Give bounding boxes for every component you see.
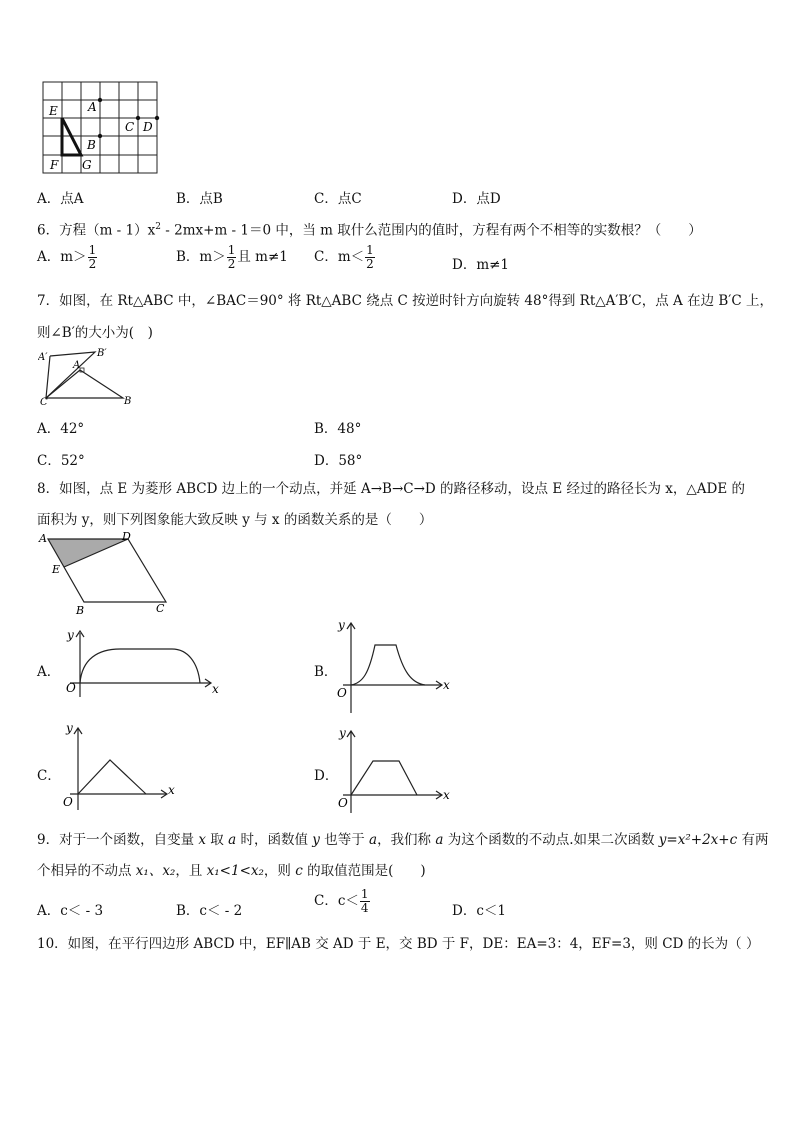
q6-option-a[interactable] xyxy=(37,244,98,271)
frac-den: 4 xyxy=(360,901,369,915)
label-c: C xyxy=(40,397,48,406)
text: 为这个函数的不动点.如果二次函数 xyxy=(443,832,659,848)
origin: O xyxy=(63,795,73,809)
inequality: x₁<1<x₂ xyxy=(206,863,264,879)
axis-y: y xyxy=(66,721,73,735)
label-b: B xyxy=(124,396,132,406)
quadratic-expression: y=x²+2x+c xyxy=(658,832,738,848)
label-f: F xyxy=(50,158,59,172)
label-a: A xyxy=(88,100,97,114)
axis-x: x xyxy=(443,788,450,802)
q7-figure xyxy=(38,346,138,406)
text: 时，函数值 xyxy=(236,832,313,848)
var-c: c xyxy=(295,863,303,879)
q6-opt-c-prefix: C．m＜ xyxy=(314,249,365,265)
text: 的取值范围是( ) xyxy=(302,863,426,879)
q9-opt-c-fraction xyxy=(360,888,370,915)
q8-stem-line1: 8．如图，点 E 为菱形 ABCD 边上的一个动点，并延 A→B→C→D 的路径移动，设点 E 经过的路径长为 x，△ADE 的 xyxy=(37,481,745,497)
origin: O xyxy=(66,681,76,695)
q6-stem-part2: - 2mx+m - 1＝0 中，当 m 取什么范围内的值时，方程有两个不相等的实数根？（ ） xyxy=(160,222,702,239)
q7-option-c[interactable]: C．52° xyxy=(37,453,85,469)
label-a-prime: A′ xyxy=(38,352,48,363)
text: 也等于 xyxy=(319,832,369,848)
q8-option-a[interactable]: A． xyxy=(37,664,61,680)
frac-num: 1 xyxy=(366,243,374,257)
q8-rhombus-figure xyxy=(36,530,176,616)
q5-option-a[interactable]: A．点A xyxy=(37,191,84,207)
q9-stem-line2 xyxy=(37,862,426,880)
point-c xyxy=(136,116,140,120)
q8-option-c[interactable]: C． xyxy=(37,768,61,784)
q7-option-b[interactable]: B．48° xyxy=(314,421,362,437)
var-x: x xyxy=(198,832,207,848)
curve xyxy=(80,649,200,683)
q7-stem-line1: 7．如图，在 Rt△ABC 中，∠BAC＝90° 将 Rt△ABC 绕点 C 按逆时针方向旋转 48°得到 Rt△A′B′C，点 A 在边 B′C 上， xyxy=(37,293,773,309)
q8-option-d[interactable]: D． xyxy=(314,768,339,784)
q8-option-b[interactable]: B． xyxy=(314,664,338,680)
text: 有两 xyxy=(737,832,769,848)
frac-num: 1 xyxy=(360,887,369,901)
frac-num: 1 xyxy=(88,243,97,257)
q6-opt-b-prefix: B．m＞ xyxy=(176,249,226,265)
text: ，则 xyxy=(263,863,296,879)
q6-option-b[interactable] xyxy=(176,244,288,271)
axis-x: x xyxy=(443,678,450,692)
axis-x: x xyxy=(168,783,175,797)
q8-graph-b[interactable] xyxy=(333,615,458,715)
q6-opt-a-prefix: A．m＞ xyxy=(37,249,87,265)
label-c: C xyxy=(125,120,135,134)
label-b: B xyxy=(87,138,96,152)
q6-stem-sup: 2 xyxy=(155,222,161,232)
origin: O xyxy=(338,796,348,810)
var-a: a xyxy=(435,832,444,848)
q6-opt-a-fraction xyxy=(88,244,98,271)
label-d: D xyxy=(122,530,131,543)
q6-opt-c-fraction xyxy=(365,244,375,271)
label-g: G xyxy=(82,158,92,172)
curve xyxy=(351,761,417,795)
label-b: B xyxy=(76,604,85,616)
frac-num: 1 xyxy=(227,243,236,257)
point-d xyxy=(155,116,159,120)
q9-stem-line1 xyxy=(37,831,768,849)
text: 取 xyxy=(206,832,229,848)
frac-den: 2 xyxy=(88,257,97,271)
frac-den: 2 xyxy=(227,257,236,271)
q6-stem-part1: 6．方程（m - 1）x xyxy=(37,222,156,239)
label-e: E xyxy=(52,563,61,576)
label-d: D xyxy=(143,120,153,134)
q8-stem-line2: 面积为 y，则下列图象能大致反映 y 与 x 的函数关系的是（ ） xyxy=(37,512,433,528)
q9-opt-c-prefix: C．c＜ xyxy=(314,893,359,909)
origin: O xyxy=(337,686,347,700)
label-e: E xyxy=(49,104,58,118)
frac-den: 2 xyxy=(366,257,374,271)
q6-option-d[interactable]: D．m≠1 xyxy=(452,257,510,273)
axis-y: y xyxy=(339,726,346,740)
axis-y: y xyxy=(338,618,345,632)
point-b xyxy=(98,134,102,138)
q9-option-d[interactable]: D．c＜1 xyxy=(452,903,506,919)
q8-graph-a[interactable] xyxy=(60,625,225,700)
axis-x: x xyxy=(212,682,219,696)
q8-graph-c[interactable] xyxy=(58,720,183,810)
text: ，我们称 xyxy=(377,832,436,848)
triangle-abc xyxy=(46,370,123,398)
q9-option-a[interactable]: A．c＜ - 3 xyxy=(37,903,104,919)
q6-option-c[interactable] xyxy=(314,244,376,271)
text: ，且 xyxy=(175,863,207,879)
label-b-prime: B′ xyxy=(97,348,107,359)
q6-stem xyxy=(37,218,702,240)
q10-stem: 10．如图，在平行四边形 ABCD 中，EF∥AB 交 AD 于 E，交 BD 于 F，DE：EA=3：4，EF=3，则 CD 的长为（ ） xyxy=(37,936,760,952)
axis-y: y xyxy=(67,628,74,642)
point-a xyxy=(98,98,102,102)
q7-stem-line2: 则∠B′的大小为( ) xyxy=(37,325,153,341)
q5-option-b[interactable]: B．点B xyxy=(176,191,223,207)
var-a: a xyxy=(228,832,237,848)
q7-option-a[interactable]: A．42° xyxy=(37,421,85,437)
q5-grid-figure xyxy=(42,80,162,176)
curve xyxy=(351,645,425,685)
text: 个相异的不动点 xyxy=(37,863,136,879)
text: 9．对于一个函数，自变量 xyxy=(37,832,199,848)
q6-opt-b-fraction xyxy=(227,244,237,271)
q6-opt-b-suffix: 且 m≠1 xyxy=(237,249,288,265)
q5-option-d[interactable]: D．点D xyxy=(452,191,501,207)
q9-option-b[interactable]: B．c＜ - 2 xyxy=(176,903,243,919)
curve xyxy=(78,760,146,794)
label-a: A xyxy=(39,532,47,545)
label-c: C xyxy=(156,602,165,615)
q9-option-c[interactable] xyxy=(314,888,371,915)
q5-option-c[interactable]: C．点C xyxy=(314,191,362,207)
q7-option-d[interactable]: D．58° xyxy=(314,453,363,469)
label-a: A xyxy=(73,360,81,371)
var-y: y xyxy=(312,832,320,848)
q8-graph-d[interactable] xyxy=(333,725,458,815)
var-a: a xyxy=(369,832,378,848)
var-x1-x2: x₁、x₂ xyxy=(135,863,176,879)
